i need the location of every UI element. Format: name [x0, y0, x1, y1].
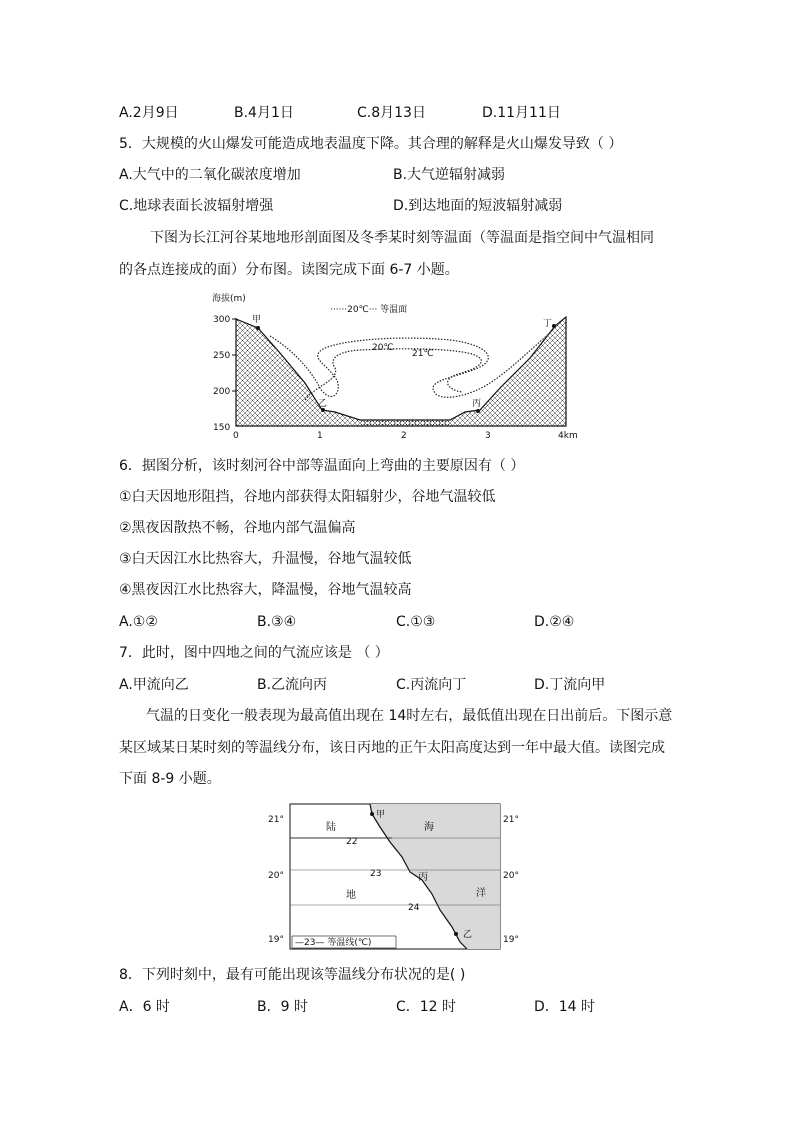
- q7-option-d: D.丁流向甲: [534, 677, 606, 693]
- sea-char-1: 海: [424, 822, 434, 833]
- sea-char-2: 洋: [476, 888, 486, 899]
- q4-option-a: A.2月9日: [119, 105, 179, 121]
- q5-option-c: C.地球表面长波辐射增强: [119, 198, 274, 214]
- lat-left-20: 20°: [268, 871, 284, 881]
- fig1-xtick-1: 1: [317, 431, 323, 441]
- river: [360, 420, 450, 426]
- point-bing: 丙: [472, 399, 482, 409]
- lat-left-21: 21°: [268, 815, 284, 825]
- lat-left-19: 19°: [268, 935, 284, 945]
- fig2-legend: —23— 等温线(℃): [295, 938, 372, 948]
- q6-option-a: A.①②: [119, 614, 158, 630]
- q6-item-1: ①白天因地形阻挡，谷地内部获得太阳辐射少，谷地气温较低: [119, 489, 496, 505]
- fig1-xtick-4: 4km: [558, 431, 578, 441]
- fig1-xtick-2: 2: [401, 431, 407, 441]
- fig1-ytick-200: 200: [213, 387, 231, 397]
- q6-option-d: D.②④: [534, 614, 575, 630]
- q8-option-a: A．6 时: [119, 999, 170, 1015]
- intro-6-7-line2: 的各点连接成的面）分布图。读图完成下面 6-7 小题。: [119, 262, 459, 278]
- lat-right-20: 20°: [503, 871, 519, 881]
- intro-6-7-line1: 下图为长江河谷某地地形剖面图及冬季某时刻等温面（等温面是指空间中气温相同: [150, 230, 654, 246]
- fig1-ytick-300: 300: [213, 315, 231, 325]
- fig1-ytick-250: 250: [213, 351, 231, 361]
- q7-option-b: B.乙流向丙: [257, 677, 328, 693]
- fig1-xtick-3: 3: [485, 431, 491, 441]
- isotherm-map-figure: [262, 802, 530, 952]
- q7-stem: 7．此时，图中四地之间的气流应该是 （ ）: [119, 645, 389, 661]
- iso-label-21: 21℃: [412, 349, 434, 359]
- fig1-ytick-150: 150: [213, 423, 231, 433]
- fig1-xtick-0: 0: [233, 431, 239, 441]
- fig1-y-label: 海拔(m): [212, 294, 246, 304]
- q5-option-b: B.大气逆辐射减弱: [393, 167, 506, 183]
- intro-8-9-line1: 气温的日变化一般表现为最高值出现在 14时左右，最低值出现在日出前后。下图示意: [146, 708, 673, 724]
- map-point-yi: 乙: [463, 930, 473, 940]
- q8-option-b: B．9 时: [257, 999, 308, 1015]
- iso-value-24: 24: [408, 903, 420, 913]
- iso-label-20: 20℃: [372, 343, 394, 353]
- intro-8-9-line2: 某区域某日某时刻的等温线分布，该日丙地的正午太阳高度达到一年中最大值。读图完成: [119, 740, 665, 756]
- q6-option-b: B.③④: [257, 614, 297, 630]
- q6-stem: 6．据图分析，该时刻河谷中部等温面向上弯曲的主要原因有（ ）: [119, 458, 525, 474]
- q7-option-a: A.甲流向乙: [119, 677, 189, 693]
- q8-option-d: D．14 时: [534, 999, 596, 1015]
- q7-option-c: C.丙流向丁: [396, 677, 467, 693]
- intro-8-9-line3: 下面 8-9 小题。: [119, 771, 221, 787]
- q6-item-4: ④黑夜因江水比热容大，降温慢，谷地气温较高: [119, 582, 412, 598]
- q8-option-c: C．12 时: [396, 999, 457, 1015]
- point-ding: 丁: [543, 319, 553, 329]
- terrain-profile: [236, 317, 566, 426]
- map-point-jia: 甲: [376, 810, 386, 820]
- lat-right-19: 19°: [503, 935, 519, 945]
- isotherm-21: [305, 349, 481, 400]
- point-jia: 甲: [252, 315, 262, 325]
- point-yi: 乙: [318, 399, 328, 409]
- land-char-2: 地: [346, 890, 356, 901]
- q5-option-a: A.大气中的二氧化碳浓度增加: [119, 167, 301, 183]
- q5-stem: 5．大规模的火山爆发可能造成地表温度下降。其合理的解释是火山爆发导致（ ）: [119, 136, 623, 152]
- valley-profile-figure: [210, 288, 590, 443]
- q4-option-d: D.11月11日: [482, 105, 561, 121]
- iso-value-23: 23: [370, 869, 382, 879]
- q6-option-c: C.①③: [396, 614, 436, 630]
- q4-option-c: C.8月13日: [357, 105, 426, 121]
- land-char-1: 陆: [326, 822, 336, 833]
- map-point-bing: 丙: [418, 872, 428, 883]
- q5-option-d: D.到达地面的短波辐射减弱: [393, 198, 563, 214]
- q4-option-b: B.4月1日: [234, 105, 294, 121]
- q6-item-2: ②黑夜因散热不畅，谷地内部气温偏高: [119, 520, 356, 536]
- q8-stem: 8．下列时刻中，最有可能出现该等温线分布状况的是( ): [119, 967, 466, 983]
- fig1-legend: ······20℃··· 等温面: [330, 305, 408, 315]
- iso-value-22: 22: [346, 837, 358, 847]
- q6-item-3: ③白天因江水比热容大，升温慢，谷地气温较低: [119, 551, 412, 567]
- lat-right-21: 21°: [503, 815, 519, 825]
